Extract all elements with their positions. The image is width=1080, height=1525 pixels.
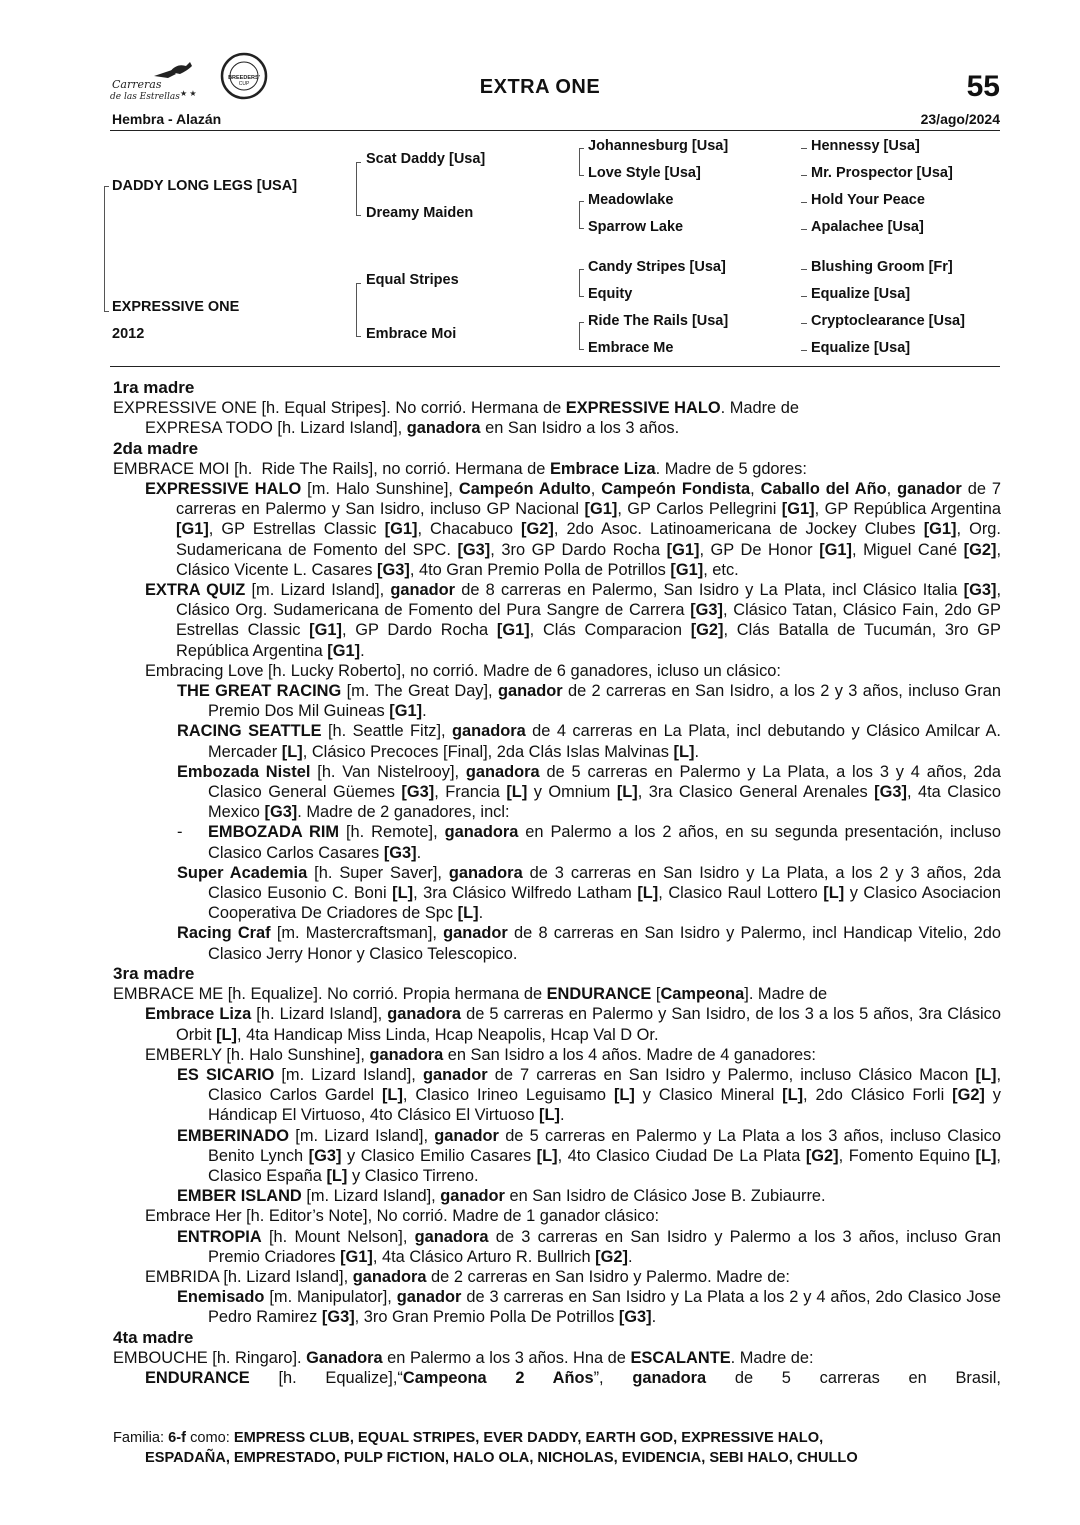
pedigree-bracket — [356, 162, 361, 216]
family-como: como: — [190, 1430, 230, 1446]
paragraph: EXTRA QUIZ [m. Lizard Island], ganador de 8 carreras en Palermo, San Isidro y La Plata, incl Clásico Italia [G3], Clásico Org. Sudamericana de Fomento del Pura Sangre de Carrera [G3], Clásico Tatan, Clásico Fain, 2do GP Estrellas Classic [G1], GP Dardo Rocha [G1], Clás Comparacion [G2], Clás Batalla de Tucumán, 3ro GP República Argentina [G1]. — [145, 581, 1001, 660]
paragraph: ES SICARIO [m. Lizard Island], ganador de 7 carreras en San Isidro y Palermo, incluso Clásico Macon [L], Clasico Carlos Gardel [L], Clasico Irineo Leguisamo [L] y Clasico Mineral [L], 2do Clásico Forli [G2] y Hándicap El Virtuoso, 4to Clásico El Virtuoso [L]. — [177, 1065, 1002, 1125]
section-heading: 3ra madre — [113, 963, 195, 983]
paragraph: EMBOUCHE [h. Ringaro]. Ganadora en Palermo a los 3 años. Hna de ESCALANTE. Madre de: — [113, 1348, 814, 1367]
family-members-1: EMPRESS CLUB, EQUAL STRIPES, EVER DADDY, EARTH GOD, EXPRESSIVE HALO, — [233, 1430, 824, 1446]
paragraph: Super Academia [h. Super Saver], ganadora de 3 carreras en San Isidro y La Plata, a los 2 y 3 años, 2da Clasico Eusonio C. Boni [L], 3ra Clásico Wilfredo Latham [L], Clasico Raul Lottero [L] y Clasico Asociacion Cooperativa De Criadores de Spc [L]. — [177, 863, 1001, 923]
family-members-2: ESPADAÑA, EMPRESTADO, PULP FICTION, HALO OLA, NICHOLAS, EVIDENCIA, SEBI HALO, CHULLO — [145, 1450, 858, 1466]
pedigree-bracket — [579, 269, 584, 297]
sdsd: Apalachee [Usa] — [811, 219, 924, 235]
ssd: Love Style [Usa] — [588, 165, 701, 181]
svg-text:Carreras: Carreras — [112, 78, 162, 91]
pedigree-bracket — [356, 283, 361, 337]
paragraph: ENDURANCE [h. Equalize],“Campeona 2 Años”, ganadora de 5 carreras en Brasil, — [145, 1368, 1001, 1387]
paragraph: - EMBOZADA RIM [h. Remote], ganadora en Palermo a los 2 años, en su segunda presentación, incluso Clasico Carlos Casares [G3]. — [177, 823, 1001, 862]
dss: Candy Stripes [Usa] — [588, 259, 726, 275]
horse-name-title: EXTRA ONE — [479, 76, 601, 98]
paragraph: EMBRACE ME [h. Equalize]. No corrió. Propia hermana de ENDURANCE [Campeona]. Madre de — [113, 985, 828, 1004]
ddss: Cryptoclearance [Usa] — [811, 313, 965, 329]
sire-sire: Scat Daddy [Usa] — [366, 151, 486, 167]
paragraph: EMBRIDA [h. Lizard Island], ganadora de 2 carreras en San Isidro y Palermo. Madre de: — [145, 1267, 790, 1286]
paragraph: Embozada Nistel [h. Van Nistelrooy], ganadora de 5 carreras en Palermo y La Plata, a los 3 y 4 años, 2da Clasico General Güemes [G3], Francia [L] y Omnium [L], 3ra Clasico General Arenales [G3], 4ta Clasico Mexico [G3]. Madre de 2 ganadores, incl: — [177, 762, 1001, 822]
dam-sire: Equal Stripes — [366, 272, 459, 288]
ddd: Embrace Me — [588, 340, 674, 356]
sire: DADDY LONG LEGS [USA] — [112, 178, 298, 194]
paragraph: EXPRESSIVE HALO [m. Halo Sunshine], Campeón Adulto, Campeón Fondista, Caballo del Año, ganador de 7 carreras en Palermo y San Isidro, incluso GP Nacional [G1], GP Carlos Pellegrini [G1], GP República Argentina [G1], GP Estrellas Classic [G1], Chacabuco [G2], 2do Asoc. Latinoamericana de Jockey Clubes [G1], Org. Sudamericana de Fomento del SPC. [G3], 3ro GP Dardo Rocha [G1], GP De Honor [G1], Miguel Cané [G2], Clásico Vicente L. Casares [G3], 4to Gran Premio Polla de Potrillos [G1], etc. — [145, 480, 1002, 579]
pedigree-bracket — [579, 201, 584, 229]
svg-text:de las Estrellas: de las Estrellas — [110, 92, 180, 102]
paragraph: Embrace Her [h. Editor’s Note], No corrió. Madre de 1 ganador clásico: — [145, 1207, 660, 1226]
family-footer — [113, 1428, 1001, 1468]
pedigree-bracket — [579, 322, 584, 350]
paragraph: Enemisado [m. Manipulator], ganador de 3 carreras en San Isidro y La Plata a los 2 y 4 años, 2do Clasico Jose Pedro Ramirez [G3], 3ro Gran Premio Polla De Potrillos [G3]. — [177, 1288, 1001, 1327]
date: 23/ago/2024 — [920, 111, 1000, 127]
paragraph: THE GREAT RACING [m. The Great Day], ganador de 2 carreras en San Isidro, a los 2 y 3 años, incluso Gran Premio Dos Mil Guineas [G1]. — [177, 682, 1001, 721]
dam-dam: Embrace Moi — [366, 326, 457, 342]
sss: Johannesburg [Usa] — [588, 138, 729, 154]
dssd: Equalize [Usa] — [811, 286, 911, 302]
paragraph: EXPRESA TODO [h. Lizard Island], ganadora en San Isidro a los 3 años. — [145, 419, 680, 438]
section-heading: 2da madre — [113, 438, 199, 458]
header-rule — [110, 130, 1000, 131]
svg-text:BREEDERS': BREEDERS' — [228, 75, 260, 81]
pedigree-rule — [110, 366, 1000, 367]
pedigree-bracket — [579, 148, 584, 176]
dsd: Equity — [588, 286, 633, 302]
paragraph: EMBRACE MOI [h. Ride The Rails], no corrió. Hermana de Embrace Liza. Madre de 5 gdores: — [113, 459, 807, 478]
sssd: Mr. Prospector [Usa] — [811, 165, 953, 181]
sex-color: Hembra - Alazán — [112, 111, 222, 127]
sdss: Hold Your Peace — [811, 192, 925, 208]
paragraph: EMBER ISLAND [m. Lizard Island], ganador en San Isidro de Clásico Jose B. Zubiaurre. — [177, 1187, 826, 1206]
sds: Meadowlake — [588, 192, 674, 208]
sdd: Sparrow Lake — [588, 219, 684, 235]
family-label: Familia: — [113, 1430, 165, 1446]
paragraph: EXPRESSIVE ONE [h. Equal Stripes]. No corrió. Hermana de EXPRESSIVE HALO. Madre de — [113, 399, 799, 418]
birth-year: 2012 — [112, 326, 145, 342]
lot-number: 55 — [966, 70, 1000, 103]
section-heading: 4ta madre — [113, 1327, 194, 1347]
family-line-1 — [113, 1428, 1001, 1448]
dsss: Blushing Groom [Fr] — [811, 259, 953, 275]
pedigree-bracket — [104, 186, 109, 312]
paragraph: Embracing Love [h. Lucky Roberto], no corrió. Madre de 6 ganadores, icluso un clásico: — [145, 661, 781, 680]
paragraph: Racing Craf [m. Mastercraftsman], ganador de 8 carreras en San Isidro y Palermo, incl Handicap Vitelio, 2do Clasico Jerry Honor y Clasico Telescopico. — [177, 924, 1001, 963]
svg-text:CUP: CUP — [238, 81, 250, 87]
sire-dam: Dreamy Maiden — [366, 205, 474, 221]
section-heading: 1ra madre — [113, 378, 195, 397]
ddsd: Equalize [Usa] — [811, 340, 911, 356]
dam: EXPRESSIVE ONE — [112, 299, 240, 315]
paragraph: ENTROPIA [h. Mount Nelson], ganadora de 3 carreras en San Isidro y Palermo a los 3 años, incluso Gran Premio Criadores [G1], 4ta Clásico Arturo R. Bullrich [G2]. — [177, 1227, 1001, 1266]
ssss: Hennessy [Usa] — [811, 138, 920, 154]
family-number: 6-f — [168, 1430, 186, 1446]
paragraph: EMBERLY [h. Halo Sunshine], ganadora en San Isidro a los 4 años. Madre de 4 ganadores: — [145, 1045, 816, 1064]
svg-text:★ ★: ★ ★ — [180, 89, 197, 98]
paragraph: RACING SEATTLE [h. Seattle Fitz], ganadora de 4 carreras en La Plata, incl debutando y Clásico Amilcar A. Mercader [L], Clásico Precoces [Final], 2da Clás Islas Malvinas [L]. — [177, 722, 1001, 761]
paragraph: EMBERINADO [m. Lizard Island], ganador de 5 carreras en Palermo y La Plata a los 3 años, incluso Clasico Benito Lynch [G3] y Clasico Emilio Casares [L], 4to Clasico Ciudad De La Plata [G2], Fomento Equino [L], Clasico España [L] y Clasico Tirreno. — [177, 1126, 1001, 1185]
catalog-body — [113, 378, 1001, 1388]
dds: Ride The Rails [Usa] — [588, 313, 729, 329]
paragraph: Embrace Liza [h. Lizard Island], ganadora de 5 carreras en Palermo y San Isidro, de los 3 a los 5 años, 3ra Clásico Orbit [L], 4ta Handicap Miss Linda, Hcap Neapolis, Hcap Val D Or. — [145, 1005, 1001, 1044]
